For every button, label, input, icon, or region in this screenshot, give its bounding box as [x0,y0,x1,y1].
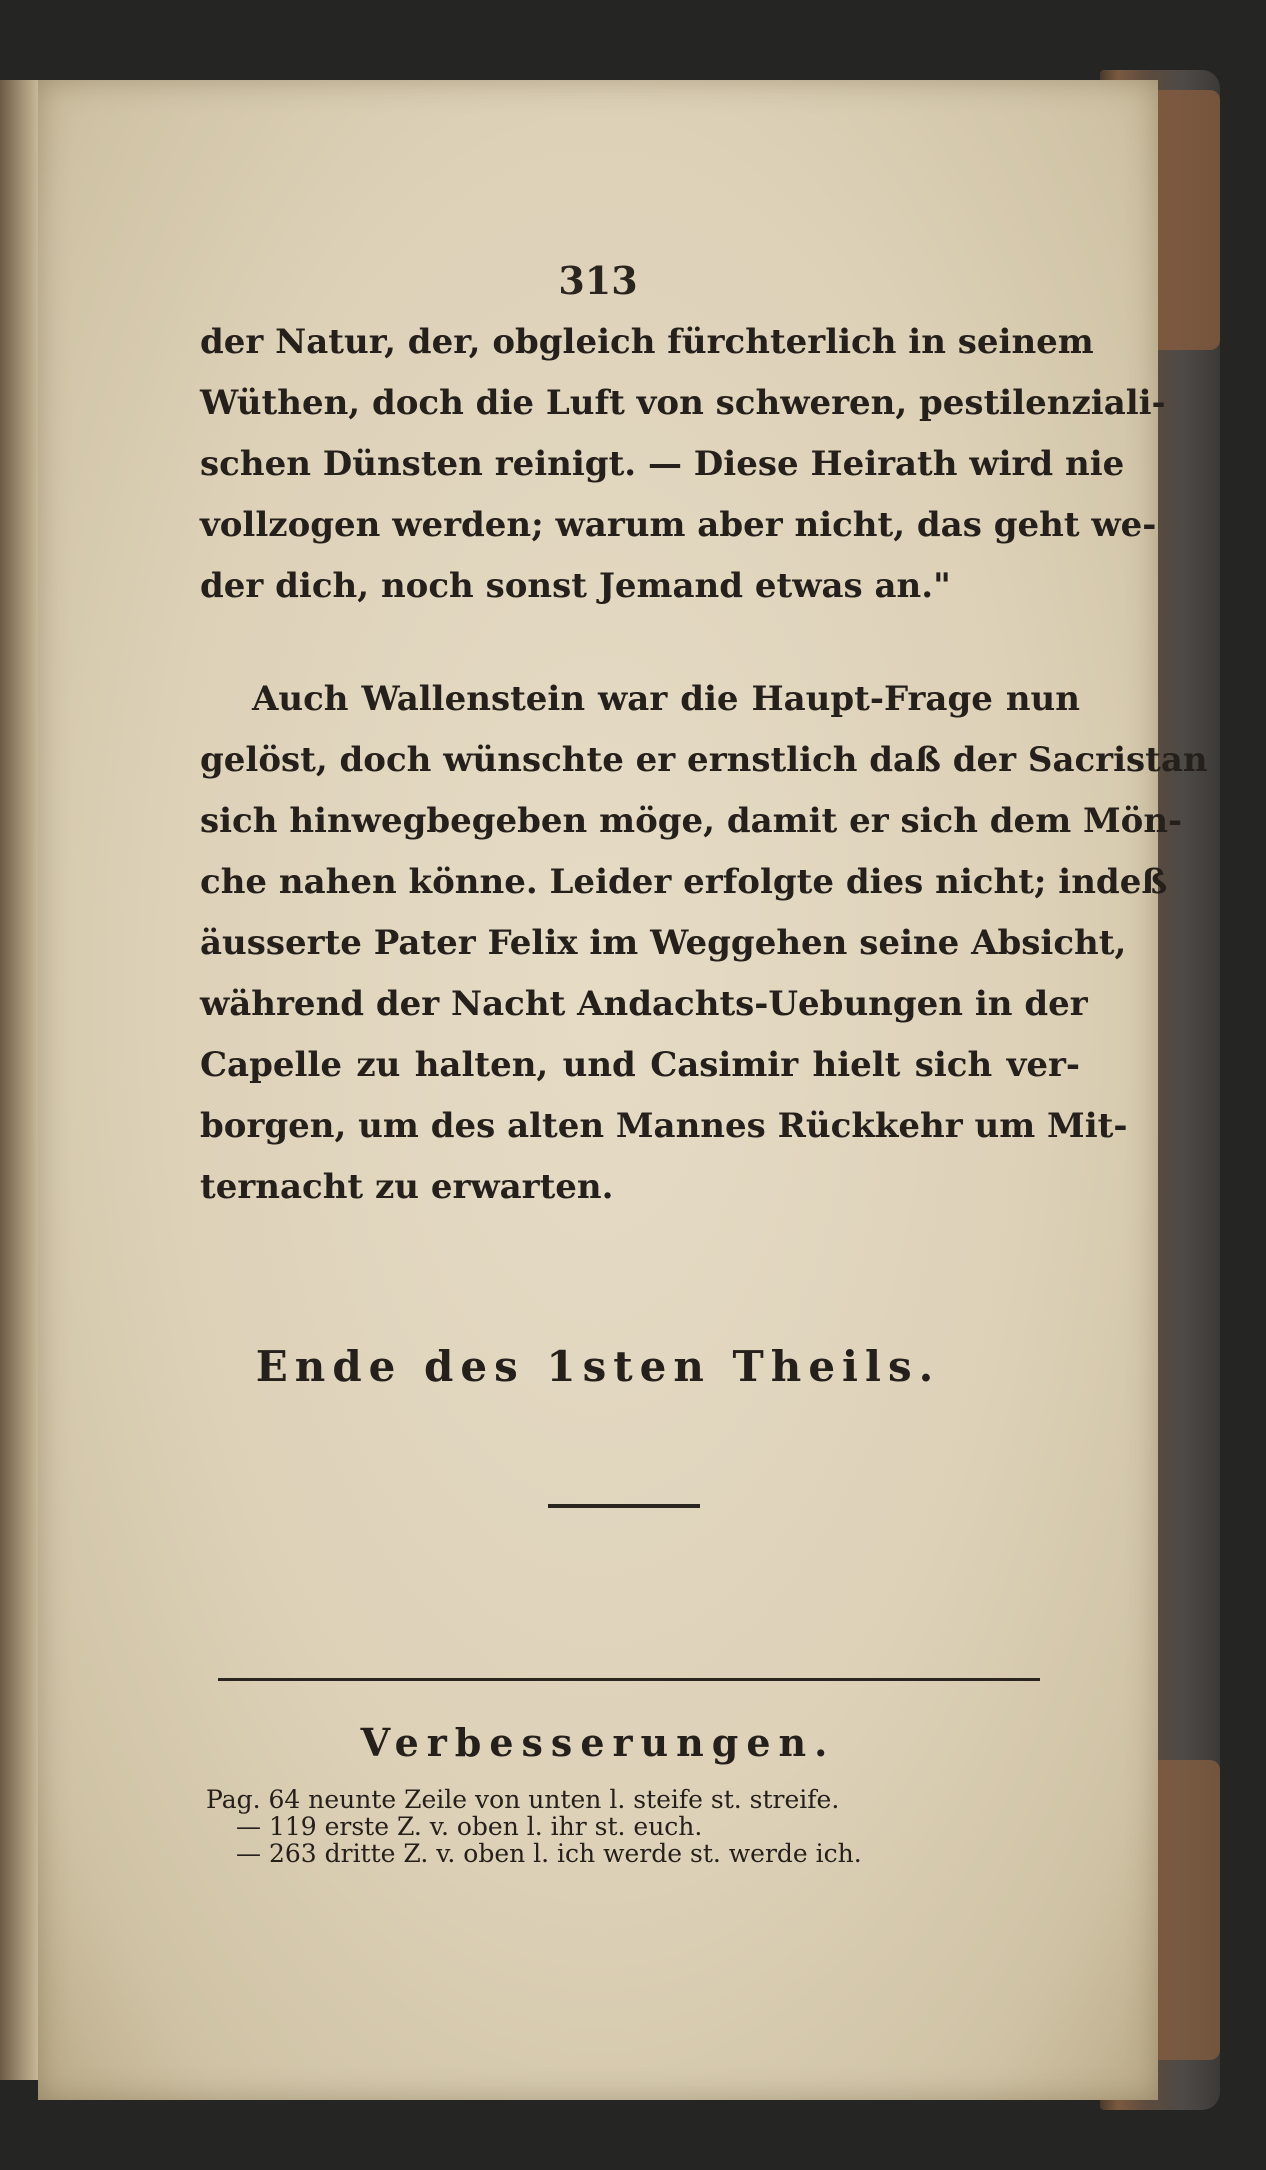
text-line: schen Dünsten reinigt. — Diese Heirath wird nie [200,444,1125,484]
errata-line: — 119 erste Z. v. oben l. ihr st. euch. [236,1812,703,1841]
cover-wear-top [1150,90,1220,350]
errata-line: — 263 dritte Z. v. oben l. ich werde st. werde ich. [236,1839,862,1868]
paragraph-gap [200,617,1080,669]
text-line: der Natur, der, obgleich fürchterlich in seinem [200,322,1094,362]
text-line: gelöst, doch wünschte er ernstlich daß der Sacristan [200,740,1208,780]
text-line: Auch Wallenstein war die Haupt-Frage nun [252,679,1080,719]
errata-list [206,1786,1066,1867]
text-line: Capelle zu halten, und Casimir hielt sich ver- [200,1045,1080,1085]
text-line: sich hinwegbegeben möge, damit er sich dem Mön- [200,801,1183,841]
text-line: während der Nacht Andachts-Uebungen in der [200,984,1088,1024]
left-page-edge [0,80,40,2080]
book-page [38,80,1208,2100]
cover-wear-bottom [1150,1760,1220,2060]
paragraph-2 [200,669,1208,1218]
text-line: che nahen könne. Leider erfolgte dies nicht; indeß [200,862,1168,902]
text-line: äusserte Pater Felix im Weggehen seine Absicht, [200,923,1127,963]
text-line: ternacht zu erwarten. [200,1167,614,1207]
body-text [200,312,1208,1218]
paragraph-1 [200,312,1166,617]
text-line: Wüthen, doch die Luft von schweren, pestilenziali- [200,383,1166,423]
short-divider [548,1504,700,1508]
errata-line: Pag. 64 neunte Zeile von unten l. steife st. streife. [206,1785,840,1814]
text-line: vollzogen werden; warum aber nicht, das geht we- [200,505,1157,545]
text-line: der dich, noch sonst Jemand etwas an." [200,566,951,606]
page-number: 313 [558,258,638,303]
errata-title: Verbesserungen. [360,1720,836,1765]
long-divider [218,1678,1040,1681]
end-of-part-heading: Ende des 1sten Theils. [255,1342,941,1391]
text-line: borgen, um des alten Mannes Rückkehr um Mit- [200,1106,1128,1146]
